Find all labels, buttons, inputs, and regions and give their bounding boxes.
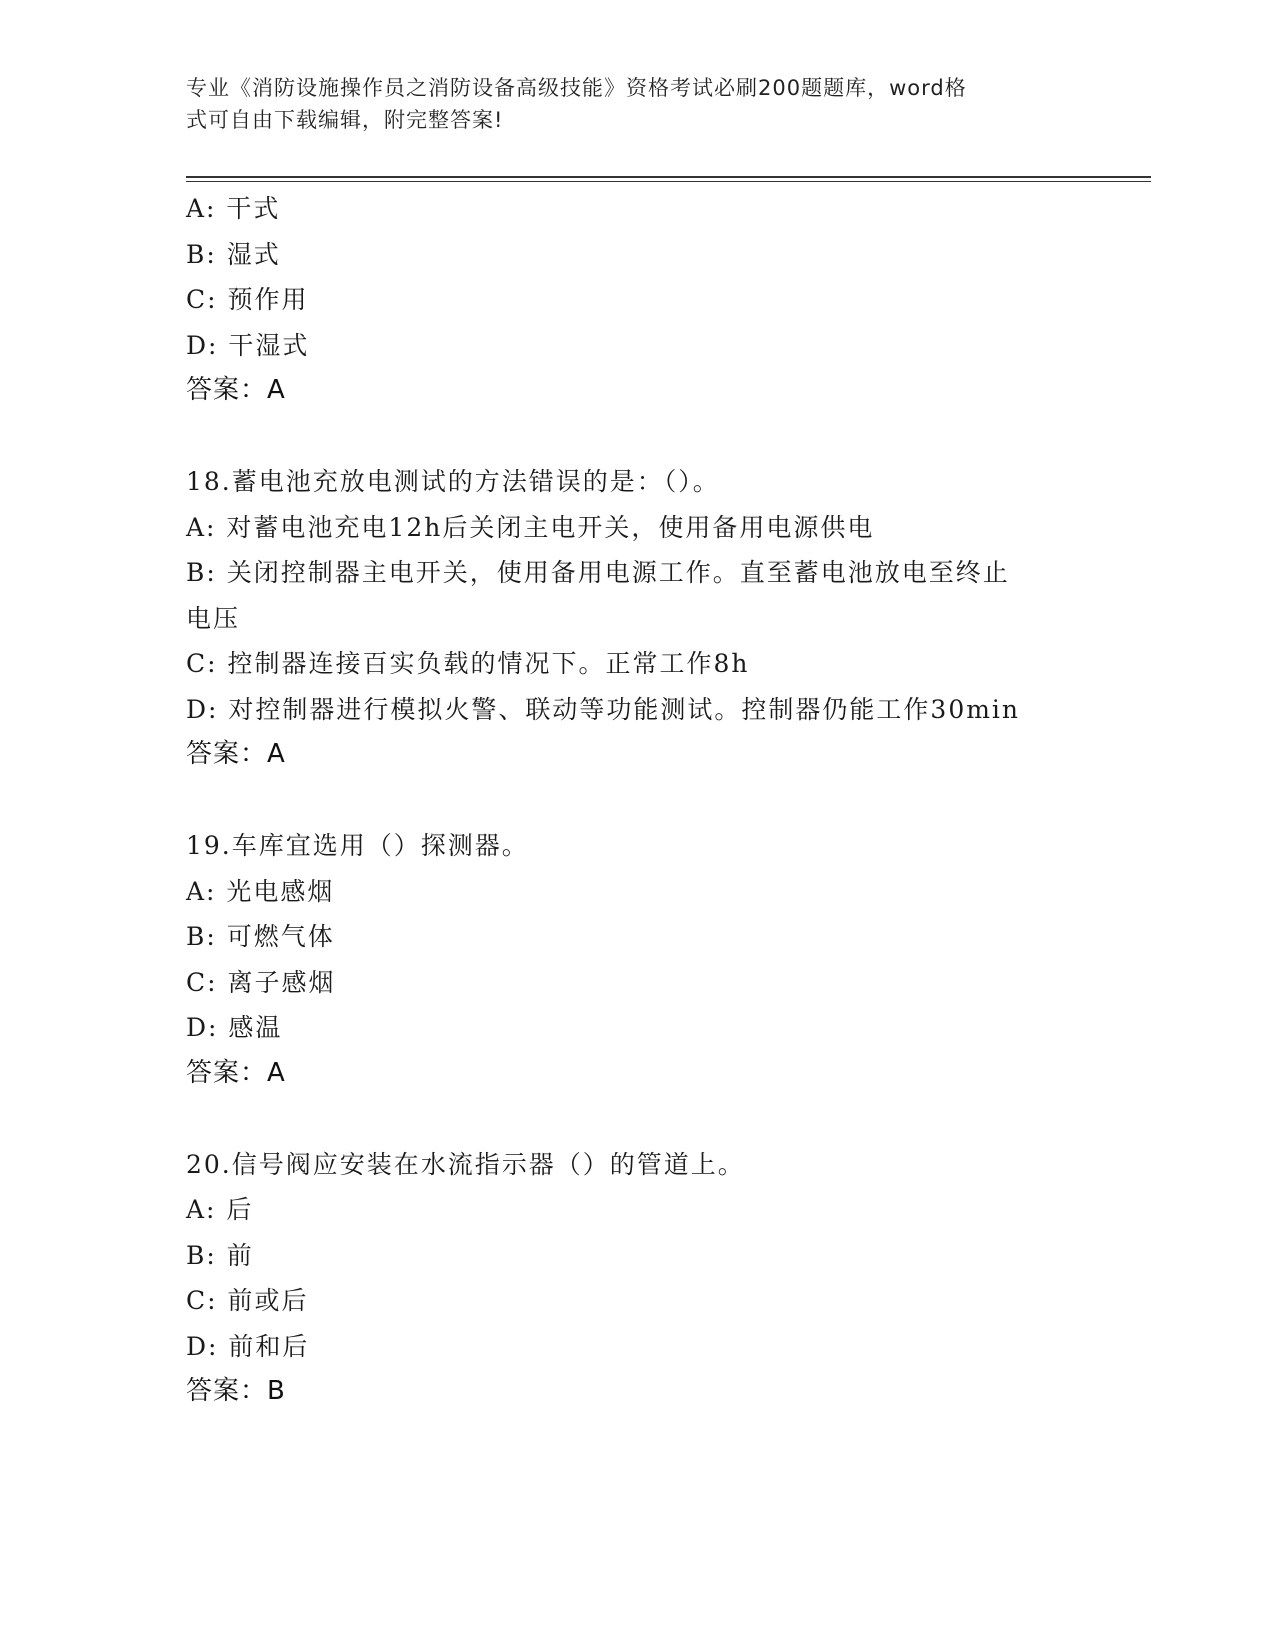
option-c: C: 预作用 [186,285,309,314]
answer: 答案：A [186,375,286,405]
document-header [186,72,1066,136]
option-a: A: 后 [186,1195,254,1224]
option-d: D: 干湿式 [186,330,310,360]
option-d: D: 前和后 [186,1331,310,1361]
question-18 [186,459,1086,778]
header-title-line-2: 式可自由下载编辑，附完整答案! [186,108,504,132]
question-17 [186,186,1086,414]
answer: 答案：B [186,1376,286,1406]
option-a: A: 对蓄电池充电12h后关闭主电开关，使用备用电源供电 [186,512,875,542]
option-b-line-2: 电压 [186,603,241,633]
spacer [186,778,1086,824]
option-d: D: 对控制器进行模拟火警、联动等功能测试。控制器仍能工作30min [186,694,1021,724]
question-list [186,186,1086,1415]
option-a: A: 光电感烟 [186,876,335,906]
option-b: B: 前 [186,1240,254,1270]
question-20 [186,1142,1086,1415]
option-b-line-1: B: 关闭控制器主电开关，使用备用电源工作。直至蓄电池放电至终止 [186,558,1010,587]
answer: 答案：A [186,739,286,769]
question-text: 18.蓄电池充放电测试的方法错误的是：（）。 [186,467,720,496]
header-title-line-1: 专业《消防设施操作员之消防设备高级技能》资格考试必刷200题题库，word格 [186,76,967,100]
question-text: 19.车库宜选用（）探测器。 [186,831,529,860]
spacer [186,414,1086,460]
question-19 [186,823,1086,1096]
option-c: C: 前或后 [186,1286,309,1315]
option-c: C: 控制器连接百实负载的情况下。正常工作8h [186,649,750,678]
header-divider-thin [186,181,1151,182]
spacer [186,1096,1086,1142]
option-a: A: 干式 [186,194,281,223]
option-b: B: 可燃气体 [186,922,335,951]
option-b: B: 湿式 [186,239,281,269]
answer: 答案：A [186,1057,286,1088]
option-c: C: 离子感烟 [186,967,336,997]
header-divider-thick [186,176,1151,178]
option-d: D: 感温 [186,1013,283,1042]
question-text: 20.信号阀应安装在水流指示器（）的管道上。 [186,1149,745,1179]
